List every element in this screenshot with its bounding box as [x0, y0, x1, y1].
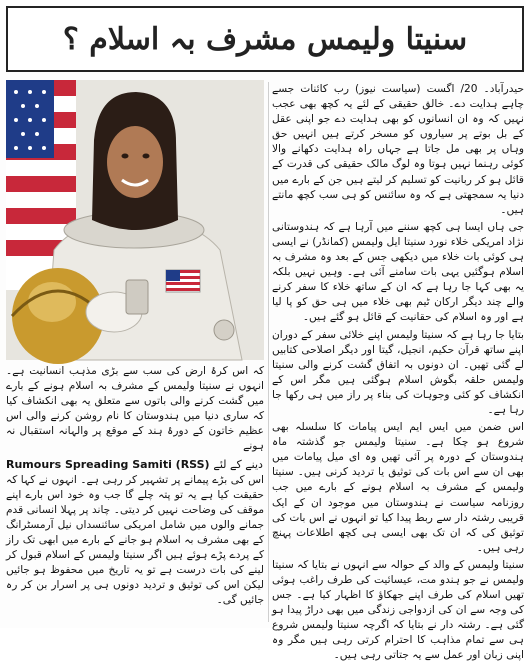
astronaut-photo: [6, 80, 264, 360]
article-paragraph: جی ہاں ایسا ہی کچھ سننے میں آرہا ہے کہ ہندوستانی نژاد امریکی خلاء نورد سنیتا ایل ولیمس (کمانڈر) نے ایسی ہی کوئی بات خلاء میں دیکھی جس کے بعد وہ مشرف بہ اسلام ہوگئیں یہی بات سامنے آئی ہے۔ وہیں نہیں بلکہ یہ بھی کہا جا رہا ہے کہ ان کے ساتھ خلاء کا سفر کرنے والے چند دیگر ارکان ٹیم بھی خلاء میں ہی حق کو پا لیا ہے اور وہ اسلام کی حقانیت کے قائل ہو گئے ہیں۔: [272, 220, 524, 324]
article-paragraph: اس کی بڑے پیمانے پر تشہیر کر رہی ہے۔ انہوں نے کہا کہ حقیقت کیا ہے یہ تو پتہ چلے گا جب وہ خود اس بارے اپنے موقف کی وضاحت نہیں کر دیتی۔ چاند پر پہلا انسانی قدم جمانے والوں میں شامل امریکی سائنسداں نیل آرمسٹرانگ کے بھی مشرف بہ اسلام ہو جانے کے بارے میں ابھی تک راز کے پردے پڑے ہوئے ہیں اگر سنیتا ولیمس کے اسلام قبول کر لینے کی بات درست ہے تو یہ تاریخ میں محفوظ ہو جائیں لیکن اس کی توثیق و تردید دونوں ہی پر اسرار بن کر رہ جائیں گی۔: [6, 473, 264, 607]
headline-box: [6, 6, 524, 72]
article-column-left: [6, 364, 264, 622]
article-column-right: [272, 82, 525, 662]
column-divider: [268, 82, 269, 622]
article-paragraph: بتایا جا رہا ہے کہ سنیتا ولیمس اپنے خلائی سفر کے دوران اپنے ساتھ قرآن حکیم، انجیل، گیتا اور دیگر اصلاحی کتابیں لے گئی تھیں۔ ان دونوں بہ اتفاق گشت کرنے والی سنیتا ولیمس حلقہ بگوش اسلام ہوگئی ہیں مگر اس کے انکشاف کو کئی وجوہات کی بناء پر راز میں ہی رکھا جا رہا ہے۔: [272, 328, 524, 416]
rss-suffix: دینے کے لئے: [213, 457, 263, 471]
headline: سنیتا ولیمس مشرف بہ اسلام ؟: [62, 21, 468, 57]
rss-line: [6, 457, 264, 472]
article-paragraph: کہ اس کرۂ ارض کی سب سے بڑی مذہب انسانیت ہے۔ انہوں نے سنیتا ولیمس کے مشرف بہ اسلام ہونے کے بارے میں گشت کرنے والی باتوں سے متعلق یہ بھی انکشاف کیا کہ ساری دنیا میں ہندوستان کا نام روشن کرنے والی اس عظیم خاتون کے دورۂ ہند کے موقع پر والہانہ استقبال نہ ہونے: [6, 365, 264, 453]
rss-label: Rumours Spreading Samiti (RSS): [6, 457, 210, 471]
article-paragraph: اس ضمن میں ایس ایم ایس پیامات کا سلسلہ بھی شروع ہو چکا ہے۔ سنیتا ولیمس جو گذشتہ ماہ ہندوستان کے دورہ پر آئی تھیں وہ ای میل پیامات میں بھی ان سے اس بات کی توثیق یا تردید کرنی ہیں۔ سنیتا ولیمس کے مشرف بہ اسلام ہونے کے بارے میں جب روزنامہ سیاست نے ہندوستان میں موجود ان کے ایک قریبی رشتہ دار سے ربط پیدا کیا تو انہوں نے اس بات کی توثیق کی کہ ان تک بھی ایسی ہی کچھ اطلاعات پہنچ رہی ہیں۔: [272, 421, 524, 554]
suit-flag-patch: [166, 270, 200, 292]
article-paragraph: سنیتا ولیمس کے والد کے حوالہ سے انہوں نے بتایا کہ سنیتا ولیمس نے جو ہندو مت، عیسائیت کی طرف راغب ہوئی تھیں اسلام کی طرف اپنے جھکاؤ کا اظہار کیا ہے۔ جس کی وجہ سے ان کی ازدواجی زندگی میں بھی دراڑ پیدا ہو گئی ہے۔ رشتہ دار نے بتایا کہ اگرچہ سنیتا ولیمس شروع ہی سے تمام مذاہب کا احترام کرتی رہی ہیں مگر وہ اپنی زبان اور عمل سے یہ جتاتی رہی ہیں۔: [272, 558, 524, 662]
article-paragraph: حیدرآباد۔ 20/ اگست (سیاست نیوز) رب کائنات جسے چاہے ہدایت دے۔ خالق حقیقی کے لئے یہ کچھ بھی عجب نہیں کہ وہ ان انسانوں کو بھی ہدایت دے جو اپنی عقل کے بل بوتے پر سیاروں کو مسخر کرتے ہیں انہیں حق وہاں پر بھی مل جاتا ہے جہاں راہ ہدایت دکھانے والا کوئی رہنما نہیں ہوتا وہ لوگ مالک حقیقی کی قدرت کے قائل ہو کر ربانیت کو تسلیم کر لیتے ہیں جن کے بارے میں دنیا یہ سمجھتی ہے کہ وہ سائنس کو ہی سب کچھ مانتے ہیں۔: [272, 83, 525, 216]
astronaut-photo-illustration: [6, 80, 264, 360]
